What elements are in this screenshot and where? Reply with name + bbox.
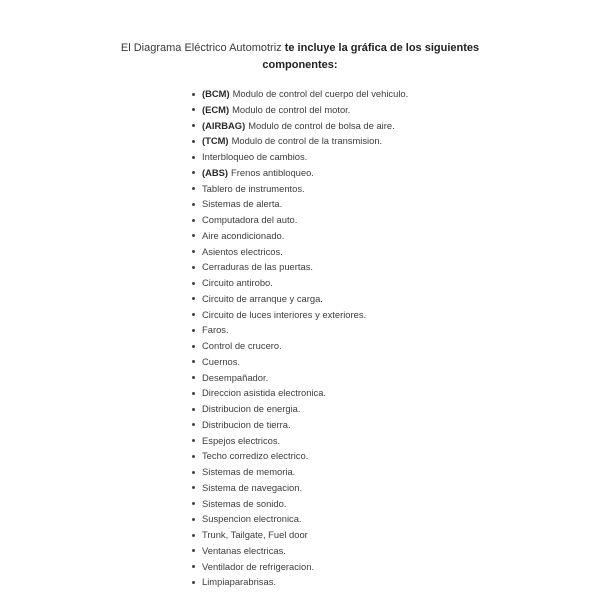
bullet-icon — [192, 345, 195, 348]
list-item — [192, 480, 408, 496]
list-item — [192, 464, 408, 480]
item-text: Circuito antirobo. — [202, 277, 273, 288]
item-text: Techo corredizo electrico. — [202, 450, 309, 462]
bullet-icon — [192, 297, 195, 300]
bullet-icon — [192, 534, 195, 537]
bullet-icon — [192, 313, 195, 316]
item-text: Ventanas electricas. — [202, 544, 286, 556]
item-text: Ventilador de refrigeracion. — [202, 560, 315, 572]
component-list — [192, 86, 408, 590]
list-item — [192, 401, 408, 417]
list-item — [192, 448, 408, 464]
item-text: Espejos electricos. — [202, 434, 281, 446]
bullet-icon — [192, 455, 195, 458]
list-item — [192, 275, 408, 291]
bullet-icon — [192, 156, 195, 159]
bullet-icon — [192, 124, 195, 127]
list-item — [192, 322, 408, 338]
item-text: Frenos antibloqueo. — [231, 166, 314, 178]
bullet-icon — [192, 360, 195, 363]
item-code: (BCM) — [202, 88, 230, 99]
item-code: (TCM) — [202, 135, 229, 147]
item-text: Asientos electricos. — [202, 245, 283, 257]
bullet-icon — [192, 219, 195, 222]
bullet-icon — [192, 408, 195, 411]
bullet-icon — [192, 93, 195, 96]
list-item — [192, 354, 408, 370]
list-item — [192, 543, 408, 559]
item-text: Distribucion de energia. — [202, 403, 301, 414]
item-code: (AIRBAG) — [202, 119, 246, 131]
item-text: Distribucion de tierra. — [202, 418, 291, 430]
item-text: Modulo de control del motor. — [232, 103, 351, 115]
list-item — [192, 244, 408, 260]
item-text: Cuernos. — [202, 355, 241, 367]
item-text: Direccion asistida electronica. — [202, 387, 327, 399]
item-text: Modulo de control de bolsa de aire. — [248, 119, 395, 131]
item-text: Modulo de control de la transmision. — [231, 135, 383, 147]
bullet-icon — [192, 423, 195, 426]
bullet-icon — [192, 203, 195, 206]
item-code: (ECM) — [202, 103, 230, 115]
list-item — [192, 165, 408, 181]
item-text: Desempañador. — [202, 371, 269, 383]
list-item — [192, 181, 408, 197]
item-text: Suspencion electronica. — [202, 513, 302, 525]
bullet-icon — [192, 392, 195, 395]
item-text: Circuito de luces interiores y exteriores. — [202, 308, 367, 320]
item-text: Computadora del auto. — [202, 214, 298, 225]
bullet-icon — [192, 187, 195, 190]
list-item — [192, 559, 408, 575]
item-text: Modulo de control del cuerpo del vehiculo. — [232, 88, 409, 99]
item-text: Aire acondicionado. — [202, 229, 285, 241]
list-item — [192, 291, 408, 307]
bullet-icon — [192, 376, 195, 379]
list-item — [192, 574, 408, 590]
item-text: Tablero de instrumentos. — [202, 182, 305, 194]
list-item — [192, 133, 408, 149]
bullet-icon — [192, 518, 195, 521]
item-text: Sistema de navegacion. — [202, 481, 303, 493]
list-item — [192, 196, 408, 212]
bullet-icon — [192, 108, 195, 111]
item-text: Interbloqueo de cambios. — [202, 151, 308, 162]
item-text: Circuito de arranque y carga. — [202, 292, 323, 304]
list-item — [192, 511, 408, 527]
item-text: Trunk, Tailgate, Fuel door — [202, 529, 308, 540]
bullet-icon — [192, 171, 195, 174]
list-item — [192, 102, 408, 118]
item-text: Faros. — [202, 324, 229, 336]
bullet-icon — [192, 502, 195, 505]
list-item — [192, 149, 408, 165]
bullet-icon — [192, 266, 195, 269]
list-item — [192, 86, 408, 102]
list-item — [192, 496, 408, 512]
intro-bold: te incluye la gráfica de los siguientes componentes: — [262, 42, 480, 71]
list-item — [192, 259, 408, 275]
bullet-icon — [192, 140, 195, 143]
bullet-icon — [192, 234, 195, 237]
list-item — [192, 370, 408, 386]
list-item — [192, 118, 408, 134]
list-item — [192, 228, 408, 244]
bullet-icon — [192, 329, 195, 332]
item-text: Sistemas de sonido. — [202, 497, 287, 509]
bullet-icon — [192, 250, 195, 253]
intro-paragraph — [110, 40, 490, 74]
list-item — [192, 338, 408, 354]
bullet-icon — [192, 581, 195, 584]
list-item — [192, 527, 408, 543]
item-text: Control de crucero. — [202, 340, 282, 351]
list-item — [192, 307, 408, 323]
bullet-icon — [192, 565, 195, 568]
item-text: Sistemas de alerta. — [202, 198, 283, 210]
bullet-icon — [192, 471, 195, 474]
bullet-icon — [192, 439, 195, 442]
bullet-icon — [192, 486, 195, 489]
item-text: Limpiaparabrisas. — [202, 576, 276, 588]
list-item — [192, 433, 408, 449]
bullet-icon — [192, 549, 195, 552]
item-text: Sistemas de memoria. — [202, 466, 296, 477]
item-text: Cerraduras de las puertas. — [202, 261, 313, 273]
item-code: (ABS) — [202, 166, 229, 178]
intro-prefix: El Diagrama Eléctrico Automotriz — [120, 42, 282, 54]
list-item — [192, 212, 408, 228]
bullet-icon — [192, 282, 195, 285]
list-item — [192, 385, 408, 401]
list-item — [192, 417, 408, 433]
